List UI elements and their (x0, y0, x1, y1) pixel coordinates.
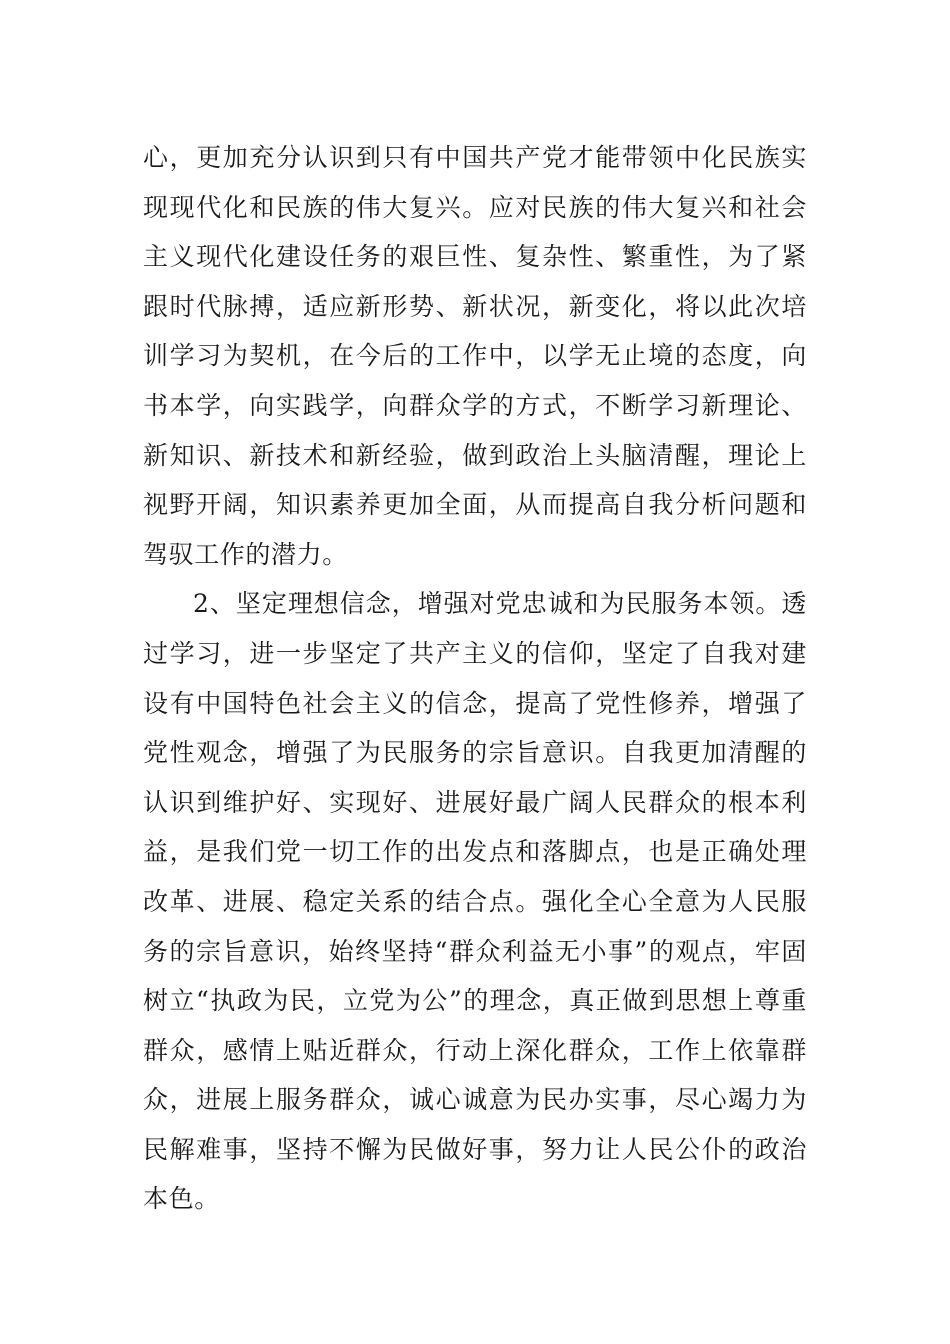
paragraph-item-2: 2、坚定理想信念，增强对党忠诚和为民服务本领。透过学习，进一步坚定了共产主义的信仰，坚定了自我对建设有中国特色社会主义的信念，提高了党性修养，增强了党性观念，增强了为民服务的宗旨意识。自我更加清醒的认识到维护好、实现好、进展好最广阔人民群众的根本利益，是我们党一切工作的出发点和落脚点，也是正确处理改革、进展、稳定关系的结合点。强化全心全意为人民服务的宗旨意识，始终坚持“群众利益无小事”的观点，牢固树立“执政为民，立党为公”的理念，真正做到思想上尊重群众，感情上贴近群众，行动上深化群众，工作上依靠群众，进展上服务群众，诚心诚意为民办实事，尽心竭力为民解难事，坚持不懈为民做好事，努力让人民公仆的政治本色。 (143, 589, 807, 1214)
paragraph-continuation: 心，更加充分认识到只有中国共产党才能带领中化民族实现现代化和民族的伟大复兴。应对民族的伟大复兴和社会主义现代化建设任务的艰巨性、复杂性、繁重性，为了紧跟时代脉搏，适应新形势、新状况，新变化，将以此次培训学习为契机，在今后的工作中，以学无止境的态度，向书本学，向实践学，向群众学的方式，不断学习新理论、新知识、新技术和新经验，做到政治上头脑清醒，理论上视野开阔，知识素养更加全面，从而提高自我分析问题和驾驭工作的潜力。 (143, 143, 807, 569)
document-body (143, 133, 807, 1224)
